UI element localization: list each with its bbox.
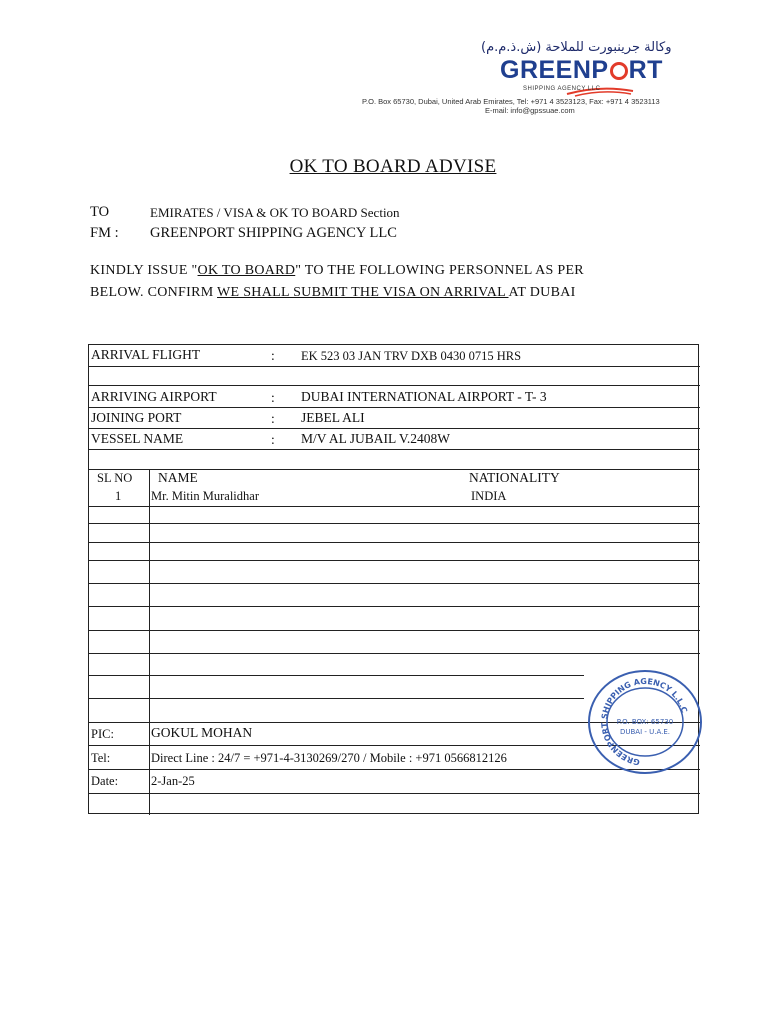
detail-value-arrival-flight: EK 523 03 JAN TRV DXB 0430 0715 HRS (301, 349, 522, 363)
crew-header-sl: SL NO (97, 471, 133, 485)
date-label: Date: (91, 774, 119, 788)
company-stamp-icon (585, 668, 705, 776)
detail-label-arrival-flight: ARRIVAL FLIGHT (91, 347, 201, 362)
request-line-2-end: AT DUBAI (508, 285, 576, 300)
tel-label: Tel: (91, 751, 111, 765)
logo-subtext: SHIPPING AGENCY LLC (523, 86, 601, 92)
detail-label-vessel-name: VESSEL NAME (91, 431, 184, 446)
letterhead-arabic-name: وكالة جرينبورت للملاحة (ش.ذ.م.م) (481, 40, 672, 55)
request-visa-on-arrival: WE SHALL SUBMIT THE VISA ON ARRIVAL (217, 285, 509, 300)
letterhead-address: P.O. Box 65730, Dubai, United Arab Emirates, Tel: +971 4 3523123, Fax: +971 4 3523113 (362, 97, 660, 106)
detail-value-joining-port: JEBEL ALI (301, 410, 365, 425)
request-line-1 (90, 263, 584, 279)
letterhead (205, 20, 720, 125)
crew-row-sl: 1 (115, 489, 122, 503)
crew-header-nationality: NATIONALITY (469, 470, 560, 485)
company-logo: GREENP RT (500, 56, 663, 84)
request-line-1-start: KINDLY ISSUE " (90, 263, 198, 278)
tel-value: Direct Line : 24/7 = +971-4-3130269/270 / Mobile : +971 0566812126 (151, 751, 507, 765)
detail-colon: : (271, 432, 275, 447)
logo-ring-icon (610, 62, 628, 80)
crew-header-name: NAME (158, 470, 198, 485)
request-line-2-start: BELOW. CONFIRM (90, 285, 218, 300)
request-line-2 (90, 285, 576, 301)
to-value: EMIRATES / VISA & OK TO BOARD Section (150, 205, 400, 220)
fm-value: GREENPORT SHIPPING AGENCY LLC (150, 225, 397, 241)
request-line-1-end: " TO THE FOLLOWING PERSONNEL AS PER (295, 263, 584, 278)
date-value: 2-Jan-25 (151, 774, 195, 788)
to-label: TO (90, 204, 110, 220)
detail-label-joining-port: JOINING PORT (91, 410, 182, 425)
stamp-center-line-1: P.O. BOX: 65730 (616, 718, 674, 726)
page-title: OK TO BOARD ADVISE (289, 156, 497, 177)
letterhead-email: E-mail: info@gpssuae.com (485, 106, 575, 115)
detail-value-arriving-airport: DUBAI INTERNATIONAL AIRPORT - T- 3 (301, 389, 547, 404)
stamp-center-line-2: DUBAI - U.A.E. (619, 728, 671, 736)
stamp-ring-text: GREENPORT SHIPPING AGENCY L.L.C (599, 676, 689, 767)
detail-label-arriving-airport: ARRIVING AIRPORT (91, 389, 217, 404)
detail-colon: : (271, 348, 275, 363)
detail-colon: : (271, 411, 275, 426)
detail-value-vessel-name: M/V AL JUBAIL V.2408W (301, 431, 451, 446)
fm-label: FM : (90, 225, 119, 241)
crew-row-name: Mr. Mitin Muralidhar (151, 489, 259, 503)
detail-colon: : (271, 390, 275, 405)
pic-label: PIC: (91, 727, 114, 741)
request-ok-to-board: OK TO BOARD (197, 263, 296, 278)
crew-row-nationality: INDIA (471, 489, 507, 503)
pic-value: GOKUL MOHAN (151, 725, 253, 740)
